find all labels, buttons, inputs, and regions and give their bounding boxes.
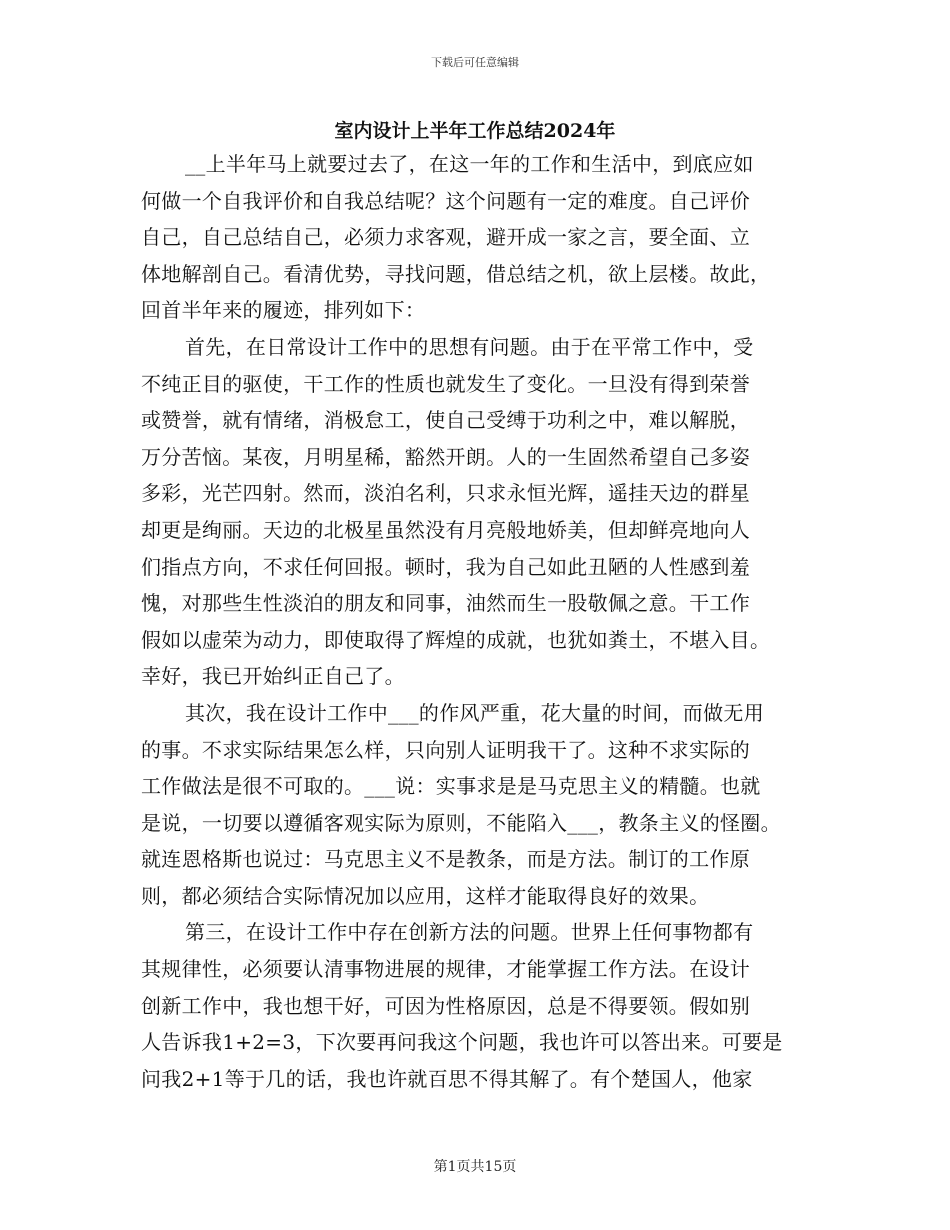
text-line: 幸好，我已开始纠正自己了。 bbox=[141, 664, 405, 689]
text-line: 创新工作中，我也想干好，可因为性格原因，总是不得要领。假如别 bbox=[141, 993, 750, 1018]
text-line: 多彩，光芒四射。然而，淡泊名利，只求永恒光辉，遥挂天边的群星 bbox=[141, 481, 750, 506]
text-line: 就连恩格斯也说过：马克思主义不是教条，而是方法。制订的工作原 bbox=[141, 847, 750, 872]
page-header-note: 下载后可任意编辑 bbox=[431, 56, 519, 69]
text-line: 则，都必须结合实际情况加以应用，这样才能取得良好的效果。 bbox=[141, 883, 710, 908]
text-line: 其规律性，必须要认清事物进展的规律，才能掌握工作方法。在设计 bbox=[141, 957, 750, 982]
text-line: 体地解剖自己。看清优势，寻找问题，借总结之机，欲上层楼。故此， bbox=[141, 261, 771, 286]
text-line: 工作做法是很不可取的。___说：实事求是是马克思主义的精髓。也就 bbox=[141, 774, 761, 799]
text-line: 其次，我在设计工作中___的作风严重，花大量的时间，而做无用 bbox=[185, 700, 764, 725]
text-line: 首先，在日常设计工作中的思想有问题。由于在平常工作中，受 bbox=[185, 334, 754, 359]
text-line: 问我2+1等于几的话，我也许就百思不得其解了。有个楚国人，他家 bbox=[141, 1066, 753, 1091]
text-line: 自己，自己总结自己，必须力求客观，避开成一家之言，要全面、立 bbox=[141, 225, 750, 250]
text-line: 是说，一切要以遵循客观实际为原则，不能陷入___，教条主义的怪圈。 bbox=[141, 810, 781, 835]
text-line: 们指点方向，不求任何回报。顿时，我为自己如此丑陋的人性感到羞 bbox=[141, 554, 750, 579]
text-line: 第三，在设计工作中存在创新方法的问题。世界上任何事物都有 bbox=[185, 920, 754, 945]
text-line: 回首半年来的履迹，排列如下： bbox=[141, 298, 426, 323]
text-line: 却更是绚丽。天边的北极星虽然没有月亮般地娇美，但却鲜亮地向人 bbox=[141, 517, 750, 542]
document-title: 室内设计上半年工作总结2024年 bbox=[334, 120, 616, 142]
text-line: __上半年马上就要过去了，在这一年的工作和生活中，到底应如 bbox=[185, 152, 754, 176]
page-footer-number: 第1页共15页 bbox=[433, 1159, 517, 1175]
text-line: 或赞誉，就有情绪，消极怠工，使自己受缚于功利之中，难以解脱， bbox=[141, 408, 750, 433]
text-line: 愧，对那些生性淡泊的朋友和同事，油然而生一股敬佩之意。干工作 bbox=[141, 591, 750, 616]
document-body bbox=[141, 146, 813, 1097]
text-line: 人告诉我1+2=3，下次要再问我这个问题，我也许可以答出来。可要是 bbox=[141, 1030, 783, 1055]
text-line: 万分苦恼。某夜，月明星稀，豁然开朗。人的一生固然希望自己多姿 bbox=[141, 444, 750, 469]
text-line: 假如以虚荣为动力，即使取得了辉煌的成就，也犹如粪土，不堪入目。 bbox=[141, 627, 771, 652]
text-line: 不纯正目的驱使，干工作的性质也就发生了变化。一旦没有得到荣誉 bbox=[141, 371, 750, 396]
text-line: 的事。不求实际结果怎么样，只向别人证明我干了。这种不求实际的 bbox=[141, 737, 750, 762]
text-line: 何做一个自我评价和自我总结呢？这个问题有一定的难度。自己评价 bbox=[141, 188, 750, 213]
